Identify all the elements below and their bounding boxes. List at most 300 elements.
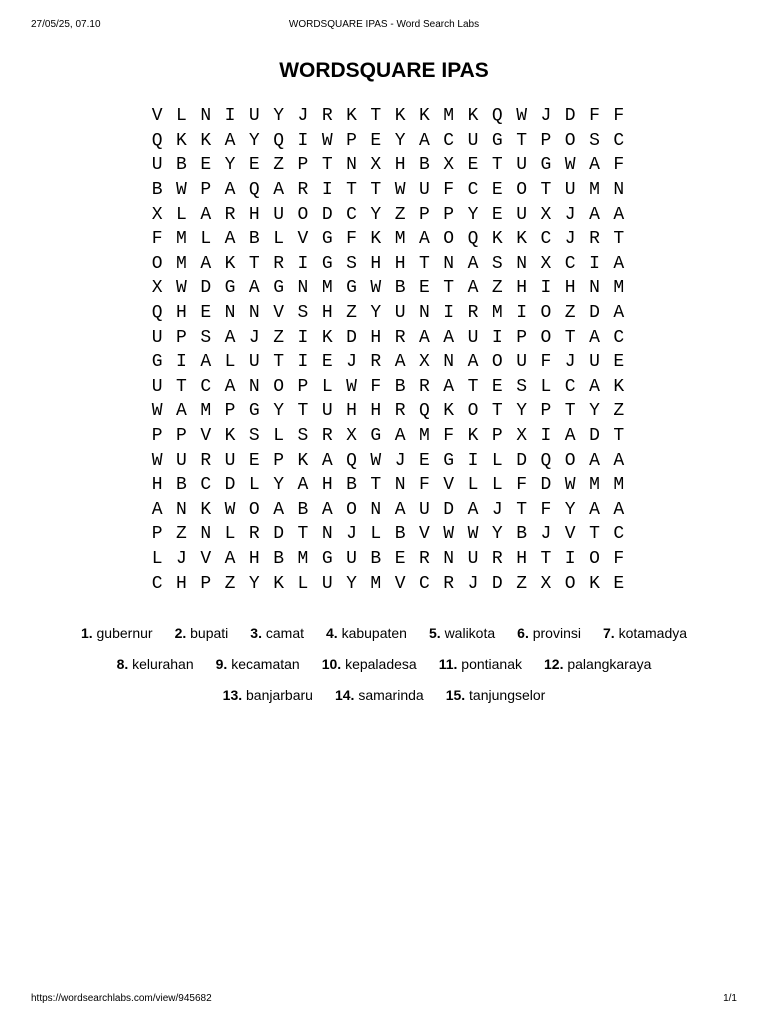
word-list-item xyxy=(175,625,229,641)
grid-cell: F xyxy=(589,106,600,127)
grid-cell: N xyxy=(248,376,260,397)
word-search-grid xyxy=(145,104,631,596)
grid-cell: C xyxy=(613,524,625,545)
grid-cell: U xyxy=(224,450,236,471)
grid-cell: Z xyxy=(613,401,625,422)
grid-cell: Z xyxy=(491,278,503,299)
grid-cell: W xyxy=(151,450,163,471)
grid-cell: E xyxy=(491,204,503,225)
grid-cell: H xyxy=(248,548,260,569)
grid-cell: L xyxy=(273,229,285,250)
grid-cell: H xyxy=(248,204,260,225)
grid-cell: A xyxy=(394,352,406,373)
grid-cell: I xyxy=(540,278,552,299)
grid-cell: A xyxy=(224,180,236,201)
grid-cell: B xyxy=(394,278,406,299)
grid-cell: K xyxy=(419,106,430,127)
grid-cell: Q xyxy=(467,229,479,250)
grid-cell: O xyxy=(564,130,576,151)
grid-cell: A xyxy=(224,327,236,348)
grid-cell: T xyxy=(321,155,333,176)
grid-cell: A xyxy=(613,450,625,471)
grid-cell: U xyxy=(248,352,260,373)
word-list-item xyxy=(322,656,417,672)
grid-row xyxy=(145,375,631,400)
grid-cell: J xyxy=(540,524,552,545)
grid-cell: S xyxy=(589,130,600,151)
word-number: 8. xyxy=(116,655,129,672)
grid-cell: O xyxy=(564,450,576,471)
word-number: 11. xyxy=(438,655,458,672)
grid-row xyxy=(145,129,631,154)
grid-cell: B xyxy=(273,548,285,569)
grid-cell: F xyxy=(516,475,527,496)
grid-cell: L xyxy=(491,475,503,496)
grid-cell: T xyxy=(564,327,576,348)
word-list-item xyxy=(81,625,153,641)
grid-cell: M xyxy=(589,180,600,201)
grid-cell: K xyxy=(491,229,503,250)
grid-cell: E xyxy=(613,573,625,594)
grid-cell: C xyxy=(346,204,357,225)
grid-row xyxy=(145,399,631,424)
grid-cell: U xyxy=(394,303,406,324)
grid-row xyxy=(145,325,631,350)
word-list-item xyxy=(429,625,495,641)
grid-cell: W xyxy=(370,450,382,471)
grid-cell: W xyxy=(321,130,333,151)
grid-cell: A xyxy=(321,499,333,520)
grid-cell: X xyxy=(370,155,382,176)
grid-row xyxy=(145,448,631,473)
grid-cell: J xyxy=(176,548,187,569)
grid-cell: U xyxy=(467,327,479,348)
grid-cell: T xyxy=(540,548,552,569)
grid-cell: A xyxy=(321,450,333,471)
grid-row xyxy=(145,153,631,178)
grid-cell: E xyxy=(467,155,479,176)
grid-cell: A xyxy=(589,376,600,397)
grid-cell: R xyxy=(273,253,285,274)
word-list-item xyxy=(326,625,407,641)
grid-cell: T xyxy=(370,475,382,496)
grid-cell: P xyxy=(273,450,285,471)
grid-cell: J xyxy=(248,327,260,348)
grid-cell: A xyxy=(297,475,309,496)
grid-cell: Z xyxy=(273,327,285,348)
grid-cell: A xyxy=(613,204,625,225)
grid-cell: H xyxy=(394,155,406,176)
grid-cell: W xyxy=(516,106,527,127)
grid-cell: I xyxy=(540,426,552,447)
print-header-date: 27/05/25, 07.10 xyxy=(31,19,101,30)
word-list-item xyxy=(544,656,651,672)
grid-cell: T xyxy=(370,180,382,201)
grid-cell: G xyxy=(540,155,552,176)
grid-cell: V xyxy=(273,303,285,324)
grid-cell: B xyxy=(248,229,260,250)
grid-cell: P xyxy=(200,573,212,594)
grid-cell: U xyxy=(151,327,163,348)
grid-cell: K xyxy=(516,229,527,250)
grid-cell: O xyxy=(151,253,163,274)
grid-cell: Y xyxy=(224,155,236,176)
grid-cell: H xyxy=(346,401,357,422)
grid-cell: A xyxy=(273,180,285,201)
grid-cell: I xyxy=(176,352,187,373)
grid-cell: A xyxy=(589,499,600,520)
grid-cell: X xyxy=(346,426,357,447)
grid-cell: T xyxy=(589,524,600,545)
grid-cell: T xyxy=(176,376,187,397)
grid-cell: M xyxy=(613,475,625,496)
grid-cell: M xyxy=(321,278,333,299)
grid-cell: Z xyxy=(564,303,576,324)
grid-cell: W xyxy=(370,278,382,299)
grid-cell: D xyxy=(491,573,503,594)
grid-cell: U xyxy=(176,450,187,471)
grid-cell: A xyxy=(443,376,455,397)
grid-cell: L xyxy=(321,376,333,397)
grid-cell: Q xyxy=(151,303,163,324)
grid-cell: D xyxy=(516,450,527,471)
grid-cell: P xyxy=(200,180,212,201)
grid-cell: N xyxy=(346,155,357,176)
grid-cell: U xyxy=(516,204,527,225)
grid-cell: K xyxy=(200,130,212,151)
grid-cell: N xyxy=(443,548,455,569)
grid-cell: U xyxy=(467,130,479,151)
grid-cell: F xyxy=(540,499,552,520)
grid-cell: R xyxy=(224,204,236,225)
grid-cell: K xyxy=(443,401,455,422)
grid-cell: I xyxy=(516,303,527,324)
grid-cell: U xyxy=(564,180,576,201)
grid-cell: A xyxy=(589,155,600,176)
grid-cell: A xyxy=(224,229,236,250)
grid-cell: C xyxy=(443,130,455,151)
grid-cell: A xyxy=(443,327,455,348)
grid-cell: U xyxy=(248,106,260,127)
grid-cell: E xyxy=(321,352,333,373)
grid-cell: N xyxy=(200,524,212,545)
grid-cell: L xyxy=(200,229,212,250)
grid-cell: P xyxy=(224,401,236,422)
grid-cell: H xyxy=(151,475,163,496)
grid-cell: Q xyxy=(346,450,357,471)
grid-cell: W xyxy=(151,401,163,422)
grid-cell: U xyxy=(516,352,527,373)
grid-cell: B xyxy=(419,155,430,176)
grid-cell: P xyxy=(443,204,455,225)
grid-cell: C xyxy=(613,130,625,151)
grid-cell: G xyxy=(370,426,382,447)
grid-row xyxy=(145,571,631,596)
grid-cell: M xyxy=(443,106,455,127)
grid-cell: Y xyxy=(346,573,357,594)
grid-cell: L xyxy=(370,524,382,545)
grid-cell: D xyxy=(224,475,236,496)
grid-cell: P xyxy=(419,204,430,225)
grid-cell: N xyxy=(613,180,625,201)
grid-cell: O xyxy=(297,204,309,225)
grid-cell: T xyxy=(467,376,479,397)
grid-cell: D xyxy=(346,327,357,348)
grid-cell: M xyxy=(370,573,382,594)
grid-cell: A xyxy=(467,499,479,520)
word-list-item xyxy=(335,687,424,703)
grid-cell: F xyxy=(419,475,430,496)
grid-cell: W xyxy=(176,180,187,201)
grid-cell: A xyxy=(273,499,285,520)
grid-row xyxy=(145,178,631,203)
word-text: kecamatan xyxy=(231,655,300,672)
grid-cell: U xyxy=(419,180,430,201)
word-text: provinsi xyxy=(532,624,581,641)
grid-cell: M xyxy=(419,426,430,447)
grid-cell: M xyxy=(394,229,406,250)
word-text: camat xyxy=(265,624,304,641)
grid-cell: M xyxy=(589,475,600,496)
word-number: 3. xyxy=(250,624,262,641)
grid-cell: P xyxy=(151,426,163,447)
grid-cell: G xyxy=(321,253,333,274)
grid-cell: B xyxy=(370,548,382,569)
grid-cell: U xyxy=(419,499,430,520)
grid-cell: K xyxy=(467,106,479,127)
grid-cell: G xyxy=(321,548,333,569)
grid-cell: J xyxy=(564,204,576,225)
grid-cell: A xyxy=(589,450,600,471)
grid-cell: R xyxy=(321,106,333,127)
grid-cell: S xyxy=(200,327,212,348)
grid-cell: E xyxy=(394,548,406,569)
grid-cell: F xyxy=(346,229,357,250)
grid-cell: E xyxy=(491,376,503,397)
grid-cell: P xyxy=(346,130,357,151)
grid-cell: F xyxy=(370,376,382,397)
grid-cell: M xyxy=(491,303,503,324)
grid-cell: Y xyxy=(467,204,479,225)
grid-cell: I xyxy=(589,253,600,274)
grid-cell: Q xyxy=(151,130,163,151)
grid-cell: O xyxy=(491,352,503,373)
grid-cell: Z xyxy=(394,204,406,225)
grid-cell: M xyxy=(176,229,187,250)
grid-cell: Y xyxy=(273,401,285,422)
grid-cell: E xyxy=(200,303,212,324)
grid-cell: C xyxy=(151,573,163,594)
word-list-row xyxy=(0,679,768,710)
grid-cell: T xyxy=(491,401,503,422)
grid-cell: F xyxy=(151,229,163,250)
grid-cell: A xyxy=(467,278,479,299)
grid-cell: Y xyxy=(273,106,285,127)
grid-cell: Z xyxy=(346,303,357,324)
grid-cell: S xyxy=(491,253,503,274)
grid-cell: J xyxy=(491,499,503,520)
word-number: 6. xyxy=(517,624,529,641)
grid-cell: O xyxy=(540,327,552,348)
grid-cell: C xyxy=(200,475,212,496)
grid-cell: K xyxy=(613,376,625,397)
word-text: pontianak xyxy=(461,655,522,672)
grid-cell: V xyxy=(443,475,455,496)
grid-cell: F xyxy=(613,106,625,127)
grid-cell: F xyxy=(613,548,625,569)
grid-cell: I xyxy=(443,303,455,324)
grid-row xyxy=(145,498,631,523)
grid-cell: H xyxy=(370,253,382,274)
grid-row xyxy=(145,424,631,449)
grid-cell: L xyxy=(491,450,503,471)
print-footer-page: 1/1 xyxy=(723,993,737,1004)
word-number: 13. xyxy=(222,686,243,703)
word-number: 9. xyxy=(215,655,228,672)
grid-cell: T xyxy=(564,401,576,422)
grid-cell: U xyxy=(321,573,333,594)
grid-cell: X xyxy=(540,253,552,274)
grid-cell: Q xyxy=(273,130,285,151)
grid-cell: W xyxy=(467,524,479,545)
grid-cell: L xyxy=(151,548,163,569)
grid-cell: B xyxy=(297,499,309,520)
grid-cell: K xyxy=(200,499,212,520)
grid-cell: T xyxy=(346,180,357,201)
grid-cell: T xyxy=(248,253,260,274)
grid-cell: K xyxy=(370,229,382,250)
grid-cell: D xyxy=(443,499,455,520)
grid-cell: A xyxy=(200,204,212,225)
grid-cell: N xyxy=(394,475,406,496)
grid-cell: U xyxy=(346,548,357,569)
grid-cell: I xyxy=(297,352,309,373)
grid-cell: A xyxy=(613,253,625,274)
grid-cell: X xyxy=(419,352,430,373)
grid-cell: V xyxy=(394,573,406,594)
grid-cell: U xyxy=(516,155,527,176)
grid-cell: T xyxy=(273,352,285,373)
grid-cell: V xyxy=(297,229,309,250)
grid-cell: Q xyxy=(419,401,430,422)
word-text: palangkaraya xyxy=(567,655,652,672)
grid-cell: A xyxy=(248,278,260,299)
grid-cell: R xyxy=(370,352,382,373)
grid-cell: A xyxy=(224,130,236,151)
grid-cell: V xyxy=(564,524,576,545)
word-number: 14. xyxy=(334,686,355,703)
grid-cell: G xyxy=(151,352,163,373)
grid-cell: T xyxy=(516,499,527,520)
word-list-item xyxy=(603,625,687,641)
word-list-item xyxy=(117,656,194,672)
grid-cell: D xyxy=(564,106,576,127)
grid-cell: A xyxy=(176,401,187,422)
grid-cell: J xyxy=(297,106,309,127)
grid-cell: A xyxy=(419,130,430,151)
grid-cell: N xyxy=(200,106,212,127)
grid-cell: A xyxy=(467,352,479,373)
grid-cell: P xyxy=(491,426,503,447)
grid-cell: I xyxy=(564,548,576,569)
grid-cell: R xyxy=(467,303,479,324)
grid-cell: E xyxy=(370,130,382,151)
grid-cell: L xyxy=(540,376,552,397)
grid-cell: A xyxy=(200,352,212,373)
grid-cell: T xyxy=(419,253,430,274)
grid-cell: X xyxy=(151,204,163,225)
grid-cell: J xyxy=(564,352,576,373)
grid-cell: B xyxy=(346,475,357,496)
grid-row xyxy=(145,227,631,252)
grid-cell: A xyxy=(200,253,212,274)
grid-cell: U xyxy=(151,155,163,176)
grid-cell: I xyxy=(297,327,309,348)
grid-cell: N xyxy=(443,253,455,274)
grid-cell: H xyxy=(564,278,576,299)
grid-cell: D xyxy=(273,524,285,545)
grid-cell: U xyxy=(467,548,479,569)
grid-row xyxy=(145,522,631,547)
grid-cell: S xyxy=(516,376,527,397)
grid-cell: P xyxy=(151,524,163,545)
grid-cell: T xyxy=(613,426,625,447)
word-number: 12. xyxy=(544,655,564,672)
grid-cell: N xyxy=(248,303,260,324)
grid-cell: N xyxy=(443,352,455,373)
grid-cell: B xyxy=(176,155,187,176)
grid-cell: O xyxy=(589,548,600,569)
grid-cell: H xyxy=(321,303,333,324)
grid-cell: U xyxy=(151,376,163,397)
grid-cell: T xyxy=(491,155,503,176)
grid-cell: Z xyxy=(176,524,187,545)
grid-cell: V xyxy=(200,548,212,569)
grid-cell: K xyxy=(297,450,309,471)
grid-cell: L xyxy=(224,352,236,373)
grid-cell: Y xyxy=(370,303,382,324)
grid-cell: J xyxy=(394,450,406,471)
grid-cell: Z xyxy=(224,573,236,594)
word-list-row xyxy=(0,617,768,648)
grid-cell: W xyxy=(176,278,187,299)
grid-row xyxy=(145,202,631,227)
grid-cell: O xyxy=(564,573,576,594)
grid-cell: R xyxy=(248,524,260,545)
grid-cell: P xyxy=(297,376,309,397)
grid-cell: O xyxy=(540,303,552,324)
grid-cell: I xyxy=(224,106,236,127)
grid-cell: A xyxy=(419,229,430,250)
grid-cell: A xyxy=(613,303,625,324)
grid-cell: M xyxy=(297,548,309,569)
grid-cell: A xyxy=(467,253,479,274)
grid-cell: N xyxy=(419,303,430,324)
grid-cell: Y xyxy=(370,204,382,225)
grid-cell: T xyxy=(516,130,527,151)
grid-cell: I xyxy=(297,253,309,274)
word-number: 5. xyxy=(428,624,441,641)
grid-cell: D xyxy=(321,204,333,225)
grid-cell: X xyxy=(540,204,552,225)
grid-cell: B xyxy=(151,180,163,201)
grid-cell: G xyxy=(346,278,357,299)
grid-cell: T xyxy=(443,278,455,299)
grid-cell: L xyxy=(467,475,479,496)
grid-cell: L xyxy=(224,524,236,545)
grid-cell: N xyxy=(516,253,527,274)
grid-cell: E xyxy=(200,155,212,176)
